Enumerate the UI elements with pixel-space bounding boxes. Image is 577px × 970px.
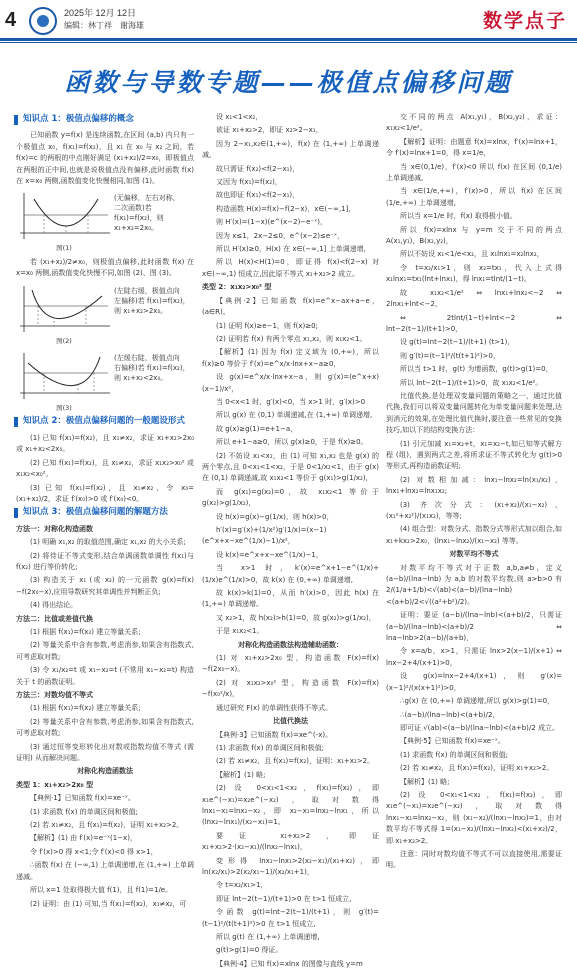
list-item: (1) 求函数 f(x) 的单调区间和极值; [30, 807, 139, 816]
solution-line: 于是 x₁x₂<1。 [216, 627, 264, 636]
solution-line: 当 0<x<1 时，g′(x)<0，当 x>1 时，g′(x)>0 [216, 397, 366, 406]
text-line: (1) 对 x₁+x₂>2x₀ 型，构造函数 F(x)=f(x)−f(2x₀−x)。 [202, 654, 379, 674]
text-line: 证明：要证 (a−b)/(lna−lnb)<(a+b)/2，只需证 (a−b)/(lna−lnb)<(a+b)/2 ⇔ lna−lnb>2(a−b)/(a+b)， [386, 611, 562, 643]
text-line: 设 x₁<1<x₂， [216, 113, 263, 121]
text-line: 构造函数 H(x)=f(x)−f(2−x)，x∈(−∞,1]， [216, 204, 356, 213]
solution-line: 【解析】(1) 略; [216, 770, 266, 779]
figure-1-label: 图(1) [56, 244, 72, 253]
text-line: 令 t=x₂/x₁>1，则 x₂=tx₁，代入上式得 x₁lnx₁=tx₁(lnt+lnx₁)，得 lnx₁=tlnt/(1−t)。 [386, 263, 562, 284]
type-heading: 类型 1：x₁+x₂>2x₀ 型 [16, 780, 94, 789]
section-heading-2: 知识点 2：极值点偏移问题的一般题设形式 [14, 416, 194, 427]
list-item: (1) 明确 x₁,x₂ 的取值范围,确定 x₁,x₂ 的大小关系; [30, 538, 186, 547]
list-item: (1) 根据 f(x₁)=f(x₂) 建立等量关系; [30, 627, 141, 636]
solution-line: (2) 设 0<x₁<1<x₂，f(x₁)=f(x₂)，即 x₁e^(−x₁)=x₂e^(−x₂)，取对数得 lnx₁−x₁=lnx₂−x₂，则 (x₁−x₂)/(lnx₁−lnx₂)=1，由对数平均不等式得 1=(x₁−x₂)/(lnx₁−lnx₂)<(x₁+x₂)/2，即 x₁+x₂>2。 [386, 790, 562, 845]
figure-2-caption: (左陡右缓，极值点向 左偏移)若 f(x₁)=f(x₂)， 则 x₁+x₂>2x₀。 [114, 286, 190, 315]
text-line: 所以当 x=1/e 时，f(x) 取得极小值。 [400, 212, 517, 221]
solution-line: (2) 不妨设 x₁<x₂，由 (1) 可知 x₁,x₂ 也是 g(x) 的两个零点,且 0<x₁<1<x₂，于是 0<1/x₂<1，由于 g(x) 在 (0,1) 单调递减,故 x₁x₂<1 等价于 g(x₁)>g(1/x₂)， [202, 451, 379, 483]
solution-line: 又 x₂>1，故 h(x₂)>h(1)=0，故 g(x₂)>g(1/x₂)， [216, 613, 376, 622]
solution-line: 所以 x=1 处取得极大值 f(1)，且 f(1)=1/e。 [30, 886, 173, 895]
topic-heading: 对称化构造函数法构造辅助函数： [238, 640, 343, 649]
solution-line: (2) 证明：由 (1) 可知,当 f(x₁)=f(x₂)，x₁≠x₂，可 [30, 899, 187, 908]
text-line: 故只需证 f(x₂)<f(2−x₁)， [216, 164, 300, 173]
list-item: (2) 若 x₁≠x₂，且 f(x₁)=f(x₂)，证明 x₁+x₂>2。 [30, 821, 184, 830]
topic-heading: 对数平均不等式 [449, 550, 499, 559]
list-item: (2) 若 x₁≠x₂，且 f(x₁)=f(x₂)，证明：x₁+x₂>2。 [216, 757, 375, 766]
page-number: 4 [5, 9, 17, 31]
solution-line: 【解析】(1) 略; [400, 777, 450, 786]
list-item: (1) 引元加减 x₁=x₂+t，x₁=x₂−t,如已知等式解方程 (组)，遇到两式之差,将所求证不等式转化为 g(t)>0 等形式,再构造函数证明; [386, 439, 562, 471]
text-line: 所以当 t>1 时，g(t) 为增函数，g(t)>g(1)=0， [400, 365, 553, 374]
solution-line: 故 k(x)>k(1)=0，从而 h′(x)>0，因此 h(x) 在 (1,+∞) 单调递增。 [202, 589, 379, 609]
section-heading-1: 知识点 1：极值点偏移的概念 [14, 114, 194, 125]
editors: 编辑：林丁祥 谢海雄 [64, 21, 144, 30]
text-line: 交不同的两点 A(x₁,y₁)，B(x₂,y₂)，求证：x₁x₂<1/e²。 [386, 113, 562, 133]
example-heading: 【典例·3】已知函数 f(x)=xe^(-x)。 [216, 730, 333, 739]
solution-line: (2) 设 0<x₁<1<x₂，f(x₁)=f(x₂)，即 x₁e^(−x₁)=x₂e^(−x₂)，取对数得 lnx₁−x₁=lnx₂−x₂，即 x₂−x₁=lnx₂−lnx₁，所以 (lnx₂−lnx₁)/(x₂−x₁)=1。 [202, 784, 379, 827]
list-item: (3) 构造关于 x₁ (或 x₂) 的一元函数 g(x)=f(x)−f(2x₀−x),应用导数研究其单调性并判断正负; [16, 576, 194, 596]
text-line: 所以 H′(x)≥0，H(x) 在 x∈(−∞,1] 上单调递增, [216, 245, 366, 254]
list-item: (4) 得出结论。 [30, 601, 78, 610]
list-item: (2) 等量关系中含有参数,考虑消参,如果含有指数式,可考虑取对数; [16, 641, 194, 661]
column-2 [202, 112, 379, 968]
text-line: 当 x∈(1/e,+∞)，f′(x)>0，所以 f(x) 在区间 (1/e,+∞) 上单调递增, [386, 187, 562, 207]
text-line: 因为 x≤1，2x−2≤0，e^(x−2)≤e⁻ˣ， [216, 231, 344, 240]
solution-line: 【解析】(1) 因为 f(x) 定义域为 (0,+∞)，所以 f(x)≥0 等价于 f′(x)=e^x/x·lnx+x−a≥0， [202, 348, 379, 368]
solution-line: 即证 lnt−2(t−1)/(t+1)>0 在 t>1 恒成立, [216, 894, 352, 903]
figure-3 [16, 351, 192, 401]
text-line: 对数平均不等式对于正数 a,b,a≠b，定义 (a−b)/(lna−lnb) 为 a,b 的对数平均数,则 a>b>0 有 2/(1/a+1/b)<√(ab)<(a−b)/(lna−lnb)<(a+b)/2<√((a²+b²)/2)。 [386, 563, 562, 606]
text-line: 所以 f(x)=xlnx 与 y=m 交于不同的两点 A(x₁,y₁)，B(x₂,y₂)， [386, 225, 562, 246]
text-line: ⇔ 2tlnt/(1−t)+lnt<−2 ⇔ lnt−2(t−1)/(t+1)>0， [386, 313, 562, 333]
solution-line: 所以 g(x) 在 (0,1) 单调递减,在 (1,+∞) 单调递增, [216, 411, 373, 420]
text-line: 则 H′(x)=(1−x)(e^(x−2)−e⁻ˣ)， [216, 218, 328, 227]
text-line: 即可证 √(ab)<(a−b)/(lna−lnb)<(a+b)/2 成立。 [400, 723, 559, 732]
newspaper-logo-icon [29, 7, 57, 35]
solution-line: 【解析】(1) 由 f′(x)=e⁻ˣ(1−x)， [30, 834, 137, 843]
solution-line: g(t)>g(1)=0 得证。 [216, 946, 283, 955]
solution-line: 所以 e+1−a≥0，所以 g(x)≥0，于是 f(x)≥0。 [216, 438, 368, 447]
text-line: 【解析】证明：由题意 f(x)=xlnx，f′(x)=lnx+1，令 f′(x)=lnx+1=0，得 x=1/e， [386, 137, 562, 158]
solution-line: 注意：同时对数均值不等式不可以直接使用,需要证明。 [386, 849, 562, 870]
text-line: 故 x₁x₂<1/e² ⇔ lnx₁+lnx₂<−2 ⇔ 2lnx₁+lnt<−2， [386, 288, 562, 309]
list-item: (2) 若 x₁≠x₂，且 f(x₁)=f(x₂)，证明 x₁+x₂>2。 [400, 764, 554, 773]
solution-line: 而 g(x₁)=g(x₂)=0，故 x₁x₂<1 等价于 g(x₂)>g(1/x₂)， [202, 487, 379, 508]
solution-line: 所以 g(t) 在 (1,+∞) 上单调递增, [216, 933, 320, 941]
type-heading: 类型 2：x₁x₂>x₀² 型 [202, 283, 272, 292]
solution-line: 设 k(x)=e^x+x−xe^(1/x)−1， [216, 550, 323, 559]
figure-1-caption: (无偏移，左右对称， 二次函数)若 f(x₁)=f(x₂)，则 x₁+x₂=2x₀。 [114, 194, 180, 233]
section-brand: 数学点子 [482, 10, 567, 32]
topic-heading: 比值代换法 [273, 717, 308, 726]
header-rule [0, 38, 577, 41]
text-line: 因为 2−x₁,x₂∈(1,+∞)，f(x) 在 (1,+∞) 上单调递减, [202, 139, 379, 160]
list-item: (4) 组合型：对数分式、指数分式等形式加以组合,如 x₁+kx₂>2x₀，(lnx₁−lnx₂)/(x₁−x₂) 等等。 [386, 525, 562, 545]
solution-line: 要证 x₁+x₂>2，即证 x₁+x₂>2·(x₂−x₁)/(lnx₂−lnx₁)， [202, 831, 379, 852]
column-3 [386, 112, 562, 870]
text-line: 又因为 f(x₁)=f(x₂)， [216, 178, 282, 187]
solution-line: 令函数 g(t)=lnt−2(t−1)/(t+1)，则 g′(t)=(t−1)²/(t(t+1)²)>0 在 t>1 恒成立, [202, 908, 379, 928]
paragraph: 若 (x₁+x₂)/2≠x₀，则极值点偏移,此时函数 f(x) 在 x=x₀ 两侧,函数值变化快慢不同,如图 (2)、图 (3)。 [16, 257, 194, 278]
text-line: 当 x∈(0,1/e)，f′(x)<0 所以 f(x) 在区间 (0,1/e) 上单调递减, [386, 162, 562, 183]
text-line: ∴g(x) 在 (0,+∞) 单调递增,所以 g(x)>g(1)=0， [400, 697, 555, 706]
method-heading: 方法二：比值或差值代换 [16, 614, 93, 623]
list-item: (3) 已知 f(x₁)=f(x₂)，且 x₁≠x₂，令 x₀=(x₁+x₂)/2，求证 f′(x₀)>0 或 f′(x₀)<0。 [16, 483, 194, 503]
solution-line: 设 g(x)=e^x/x·lnx+x−a，则 g′(x)=(e^x+x)(x−1)/x²， [202, 373, 379, 393]
column-1 [16, 112, 194, 908]
example-heading: 【典例·4】已知 f(x)=xlnx 的图像与直线 y=m [216, 959, 363, 968]
method-heading: 方法一：对称化构造函数 [16, 524, 93, 533]
section-heading-3: 知识点 3：极值点偏移问题的解题方法 [14, 507, 194, 518]
text-line: 设 g(x)=lnx−2+4/(x+1)，则 g′(x)=(x−1)²/(x(x+1)²)>0， [386, 672, 562, 692]
list-item: (1) 根据 f(x₁)=f(x₂) 建立等量关系; [30, 704, 141, 713]
text-line: 欲证 x₁+x₂>2，即证 x₂>2−x₁， [216, 126, 323, 135]
list-item: (2) 对数相加减：lnx₁−lnx₂=ln(x₁/x₂)，lnx₁+lnx₂=lnx₁x₂; [386, 475, 562, 496]
text-line: 设 g(t)=lnt−2(t−1)/(t+1) (t>1)， [400, 338, 515, 347]
article-title: 函数与导数专题——极值点偏移问题 [64, 68, 513, 97]
example-heading: 【典例·5】已知函数 f(x)=xe⁻ˣ。 [400, 737, 505, 746]
list-item: (2) 已知 f(x₁)=f(x₂)，且 x₁≠x₂，求证 x₁x₂>x₀² 或 x₁x₂<x₀²。 [16, 458, 194, 479]
solution-line: 故 g(x)≥g(1)=e+1−a， [216, 424, 298, 433]
figure-1 [16, 191, 192, 241]
parabola-graph [16, 191, 112, 241]
list-item: (1) 求函数 f(x) 的单调区间和极值; [400, 750, 509, 759]
list-item: (1) 求函数 f(x) 的单调区间和极值; [216, 743, 325, 752]
text-line: 所以 lnt−2(t−1)/(t+1)>0，故 x₁x₂<1/e²。 [400, 378, 543, 387]
list-item: (2) 将待证不等式变形,结合单调函数单调性 f(x₁)与 f(x₂) 进行等价转化; [16, 551, 194, 571]
text-line: 则 g′(t)=(t−1)²/(t(t+1)²)>0， [400, 351, 500, 360]
list-item: (3) 令 x₁/x₂=t 或 x₁−x₂=t (不常用 x₁−x₂=t) 构造关于 t 的函数证明。 [16, 666, 194, 686]
solution-line: h′(x)=g′(x)+(1/x²)g′(1/x)=(x−1)(e^x+x−xe^(1/x)−1)/x²， [202, 526, 327, 546]
text-line: 令 x=a/b，x>1，只需证 lnx>2(x−1)/(x+1) ⇔ lnx−2+4/(x+1)>0， [386, 647, 562, 667]
text-line: (2) 对 x₁x₂>x₀² 型，构造函数 F(x)=f(x)−f(x₀²/x)， [202, 678, 379, 699]
paragraph: 已知函数 y=f(x) 是连续函数,在区间 (a,b) 内只有一个极值点 x₀，f(x₁)=f(x₂)，且 x₁ 在 x₀ 与 x₂ 之间，若 f(x)=c 的两根的中点刚好满足 (x₁+x₂)/2=x₀，即极值点在两根的正中间,也就是说极值点没有偏移,此时函数 f(x) 在 x=x₀ 两侧,函数值变化快慢相同,如图 (1)。 [16, 131, 194, 186]
topic-heading: 对称化构造函数法 [77, 767, 133, 776]
solution-line: 设 h(x)=g(x)−g(1/x)，则 h(x)>0， [216, 512, 334, 521]
left-shift-graph [16, 284, 112, 334]
text-line: 所以 H(x)<H(1)=0，即证得 f(x)<f(2−x) 对 x∈(−∞,1) 恒成立,因此原不等式 x₁+x₂>2 成立。 [202, 258, 379, 278]
solution-line: 当 x>1 时，k′(x)=e^x+1−e^(1/x)+(1/x)e^(1/x)>0，故 k(x) 在 (0,+∞) 单调递增, [202, 564, 379, 584]
text-line: 比值代换,是处理双变量问题的策略之一，通过比值代换,我们可以将双变量问题转化为单变量问题来处理,达到消元的效果,在处理比值代换时,要注意一些常见的变换技巧,如以下的结构变换方法： [386, 391, 562, 435]
solution-line: ∴函数 f(x) 在 (−∞,1) 上单调递增,在 (1,+∞) 上单调递减。 [16, 861, 194, 881]
list-item: (1) 证明 f(x)≥e−1，则 f(x)≥0; [216, 321, 318, 330]
text-line: 通过研究 F(x) 的单调性获得不等式。 [216, 703, 333, 712]
header-rule-thin [0, 42, 577, 43]
text-line: ∴(a−b)/(lna−lnb)<(a+b)/2， [400, 710, 500, 719]
figure-3-label: 图(3) [56, 404, 72, 413]
text-line: 故也即证 f(x₁)<f(2−x₁)， [216, 191, 300, 200]
list-item: (2) 等量关系中含有参数,考虑消参,如果含有指数式,可考虑取对数; [16, 717, 194, 738]
list-item: (2) 证明若 f(x) 有两个零点 x₁,x₂，则 x₁x₂<1。 [216, 334, 367, 343]
solution-line: 令 f′(x)>0 得 x<1;令 f′(x)<0 得 x>1， [30, 847, 158, 856]
right-shift-graph [16, 351, 112, 401]
issue-date: 2025年 12月 12日 [64, 8, 137, 18]
text-line: 所以不妨设 x₁<1/e<x₂，且 x₁lnx₁=x₂lnx₂， [400, 250, 544, 259]
figure-2-label: 图(2) [56, 336, 72, 345]
example-heading: 【典例·1】已知函数 f(x)=xe⁻ˣ。 [30, 794, 135, 803]
figure-3-caption: (左缓右陡，极值点向 右偏移)若 f(x₁)=f(x₂)， 则 x₁+x₂<2x₀。 [114, 354, 190, 383]
page-header [0, 0, 577, 44]
solution-line: 令 t=x₂/x₁>1， [216, 881, 268, 890]
figure-2 [16, 284, 192, 334]
method-heading: 方法三：对数均值不等式 [16, 691, 93, 699]
list-item: (3) 齐次分式：(x₁+x₂)/(x₁−x₂)，(x₁²+x₂²)/(x₁x₂)，等等; [386, 500, 562, 520]
solution-line: 变形得 lnx₂−lnx₁>2(x₂−x₁)/(x₁+x₂)，即 ln(x₂/x₁)>2(x₂/x₁−1)/(x₂/x₁+1)， [202, 856, 379, 876]
list-item: (3) 通过恒等变形转化出对数或指数均值不等式 (需证明) 从而解决问题。 [16, 742, 194, 763]
list-item: (1) 已知 f(x₁)=f(x₂)，且 x₁≠x₂，求证 x₁+x₂>2x₀ 或 x₁+x₂<2x₀。 [16, 433, 194, 454]
example-heading: 【典例·2】已知函数 f(x)=e^x−ax+a−e，(a∈R)。 [202, 296, 379, 317]
